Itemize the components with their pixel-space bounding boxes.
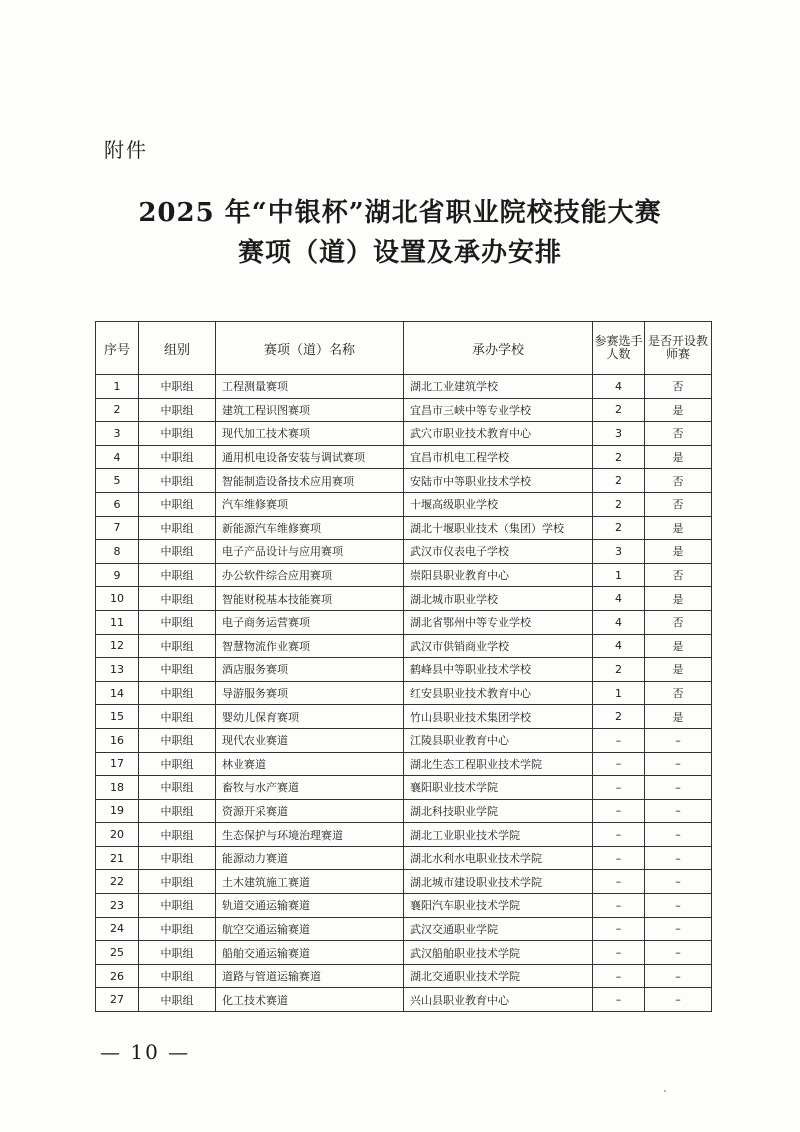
- cell-event: 智慧物流作业赛项: [216, 634, 404, 658]
- cell-event: 生态保护与环境治理赛道: [216, 823, 404, 847]
- cell-index: 2: [96, 398, 139, 422]
- cell-group: 中职组: [139, 964, 216, 988]
- cell-participants: –: [593, 846, 645, 870]
- table-row: [96, 752, 712, 776]
- table-row: [96, 846, 712, 870]
- cell-group: 中职组: [139, 445, 216, 469]
- cell-event: 工程测量赛项: [216, 375, 404, 399]
- cell-group: 中职组: [139, 563, 216, 587]
- cell-school: 红安县职业技术教育中心: [404, 681, 593, 705]
- cell-event: 新能源汽车维修赛项: [216, 516, 404, 540]
- header-teacher: 是否开设教师赛: [645, 322, 712, 375]
- cell-group: 中职组: [139, 988, 216, 1012]
- cell-teacher: –: [645, 752, 712, 776]
- cell-teacher: 是: [645, 445, 712, 469]
- header-index: 序号: [96, 322, 139, 375]
- cell-participants: 1: [593, 563, 645, 587]
- cell-group: 中职组: [139, 634, 216, 658]
- cell-participants: –: [593, 917, 645, 941]
- cell-teacher: 否: [645, 610, 712, 634]
- cell-teacher: 否: [645, 681, 712, 705]
- cell-event: 林业赛道: [216, 752, 404, 776]
- cell-event: 酒店服务赛项: [216, 658, 404, 682]
- table-row: [96, 823, 712, 847]
- cell-index: 24: [96, 917, 139, 941]
- cell-school: 襄阳职业技术学院: [404, 776, 593, 800]
- attachment-label: 附件: [104, 138, 148, 162]
- cell-group: 中职组: [139, 469, 216, 493]
- cell-participants: –: [593, 941, 645, 965]
- cell-group: 中职组: [139, 870, 216, 894]
- cell-event: 现代加工技术赛项: [216, 422, 404, 446]
- cell-teacher: –: [645, 799, 712, 823]
- cell-group: 中职组: [139, 846, 216, 870]
- table-row: [96, 917, 712, 941]
- cell-index: 12: [96, 634, 139, 658]
- cell-teacher: –: [645, 846, 712, 870]
- cell-participants: –: [593, 964, 645, 988]
- cell-group: 中职组: [139, 681, 216, 705]
- cell-event: 汽车维修赛项: [216, 492, 404, 516]
- cell-school: 湖北交通职业技术学院: [404, 964, 593, 988]
- cell-school: 湖北生态工程职业技术学院: [404, 752, 593, 776]
- cell-participants: 2: [593, 705, 645, 729]
- cell-participants: 1: [593, 681, 645, 705]
- cell-teacher: 是: [645, 398, 712, 422]
- cell-index: 23: [96, 894, 139, 918]
- cell-participants: 2: [593, 492, 645, 516]
- table-row: [96, 964, 712, 988]
- cell-index: 14: [96, 681, 139, 705]
- cell-participants: 4: [593, 375, 645, 399]
- cell-index: 13: [96, 658, 139, 682]
- header-group: 组别: [139, 322, 216, 375]
- cell-event: 婴幼儿保育赛项: [216, 705, 404, 729]
- cell-teacher: –: [645, 941, 712, 965]
- cell-event: 船舶交通运输赛道: [216, 941, 404, 965]
- table-row: [96, 988, 712, 1012]
- header-event: 赛项（道）名称: [216, 322, 404, 375]
- table-row: [96, 634, 712, 658]
- cell-participants: 4: [593, 610, 645, 634]
- table-row: [96, 398, 712, 422]
- cell-school: 湖北工业建筑学校: [404, 375, 593, 399]
- cell-school: 湖北工业职业技术学院: [404, 823, 593, 847]
- cell-index: 6: [96, 492, 139, 516]
- cell-index: 17: [96, 752, 139, 776]
- cell-event: 轨道交通运输赛道: [216, 894, 404, 918]
- table-row: [96, 894, 712, 918]
- cell-teacher: 否: [645, 563, 712, 587]
- cell-group: 中职组: [139, 705, 216, 729]
- cell-school: 襄阳汽车职业技术学院: [404, 894, 593, 918]
- table-row: [96, 870, 712, 894]
- cell-participants: –: [593, 988, 645, 1012]
- cell-group: 中职组: [139, 540, 216, 564]
- cell-event: 建筑工程识图赛项: [216, 398, 404, 422]
- cell-teacher: 否: [645, 375, 712, 399]
- cell-school: 宜昌市机电工程学校: [404, 445, 593, 469]
- cell-index: 27: [96, 988, 139, 1012]
- table-row: [96, 469, 712, 493]
- cell-school: 湖北省鄂州中等专业学校: [404, 610, 593, 634]
- cell-group: 中职组: [139, 894, 216, 918]
- cell-teacher: 是: [645, 516, 712, 540]
- cell-index: 18: [96, 776, 139, 800]
- cell-group: 中职组: [139, 398, 216, 422]
- table-row: [96, 492, 712, 516]
- cell-event: 能源动力赛道: [216, 846, 404, 870]
- cell-index: 4: [96, 445, 139, 469]
- cell-index: 16: [96, 728, 139, 752]
- cell-school: 湖北十堰职业技术（集团）学校: [404, 516, 593, 540]
- scan-speck: [664, 1090, 666, 1092]
- cell-school: 湖北水利水电职业技术学院: [404, 846, 593, 870]
- header-participants: 参赛选手人数: [593, 322, 645, 375]
- cell-school: 湖北城市建设职业技术学院: [404, 870, 593, 894]
- cell-event: 智能制造设备技术应用赛项: [216, 469, 404, 493]
- table-row: [96, 776, 712, 800]
- table-row: [96, 516, 712, 540]
- cell-school: 宜昌市三峡中等专业学校: [404, 398, 593, 422]
- event-arrangement-table: [95, 321, 712, 1012]
- cell-teacher: 否: [645, 469, 712, 493]
- cell-school: 湖北科技职业学院: [404, 799, 593, 823]
- cell-participants: 3: [593, 540, 645, 564]
- cell-school: 武穴市职业技术教育中心: [404, 422, 593, 446]
- table-row: [96, 799, 712, 823]
- table-header-row: [96, 322, 712, 375]
- cell-participants: 2: [593, 469, 645, 493]
- cell-teacher: 是: [645, 634, 712, 658]
- cell-teacher: –: [645, 870, 712, 894]
- cell-school: 崇阳县职业教育中心: [404, 563, 593, 587]
- table-row: [96, 705, 712, 729]
- cell-event: 航空交通运输赛道: [216, 917, 404, 941]
- cell-participants: 2: [593, 398, 645, 422]
- cell-event: 畜牧与水产赛道: [216, 776, 404, 800]
- table-row: [96, 658, 712, 682]
- cell-group: 中职组: [139, 587, 216, 611]
- cell-group: 中职组: [139, 658, 216, 682]
- cell-group: 中职组: [139, 422, 216, 446]
- cell-school: 武汉市供销商业学校: [404, 634, 593, 658]
- cell-index: 3: [96, 422, 139, 446]
- cell-index: 8: [96, 540, 139, 564]
- cell-event: 化工技术赛道: [216, 988, 404, 1012]
- cell-participants: –: [593, 752, 645, 776]
- cell-participants: 4: [593, 587, 645, 611]
- cell-index: 22: [96, 870, 139, 894]
- cell-group: 中职组: [139, 917, 216, 941]
- cell-participants: 2: [593, 445, 645, 469]
- table-row: [96, 445, 712, 469]
- cell-school: 兴山县职业教育中心: [404, 988, 593, 1012]
- cell-school: 安陆市中等职业技术学校: [404, 469, 593, 493]
- cell-group: 中职组: [139, 776, 216, 800]
- cell-event: 道路与管道运输赛道: [216, 964, 404, 988]
- cell-participants: –: [593, 894, 645, 918]
- cell-school: 武汉船舶职业技术学院: [404, 941, 593, 965]
- cell-participants: –: [593, 776, 645, 800]
- cell-teacher: –: [645, 988, 712, 1012]
- cell-index: 9: [96, 563, 139, 587]
- table-row: [96, 728, 712, 752]
- cell-teacher: –: [645, 964, 712, 988]
- cell-group: 中职组: [139, 752, 216, 776]
- cell-school: 武汉市仪表电子学校: [404, 540, 593, 564]
- cell-group: 中职组: [139, 516, 216, 540]
- cell-index: 19: [96, 799, 139, 823]
- cell-school: 鹤峰县中等职业技术学校: [404, 658, 593, 682]
- cell-event: 导游服务赛项: [216, 681, 404, 705]
- document-title-line2: 赛项（道）设置及承办安排: [237, 238, 562, 268]
- cell-school: 武汉交通职业学院: [404, 917, 593, 941]
- document-title-line1: 2025 年“中银杯”湖北省职业院校技能大赛: [138, 198, 662, 228]
- cell-participants: 3: [593, 422, 645, 446]
- cell-teacher: –: [645, 917, 712, 941]
- cell-school: 江陵县职业教育中心: [404, 728, 593, 752]
- cell-index: 15: [96, 705, 139, 729]
- cell-teacher: 否: [645, 492, 712, 516]
- cell-teacher: –: [645, 728, 712, 752]
- header-school: 承办学校: [404, 322, 593, 375]
- cell-teacher: 是: [645, 540, 712, 564]
- cell-index: 5: [96, 469, 139, 493]
- table-row: [96, 587, 712, 611]
- cell-group: 中职组: [139, 799, 216, 823]
- table-row: [96, 941, 712, 965]
- cell-group: 中职组: [139, 941, 216, 965]
- cell-event: 通用机电设备安装与调试赛项: [216, 445, 404, 469]
- cell-event: 智能财税基本技能赛项: [216, 587, 404, 611]
- cell-group: 中职组: [139, 610, 216, 634]
- cell-teacher: 是: [645, 587, 712, 611]
- cell-event: 现代农业赛道: [216, 728, 404, 752]
- cell-group: 中职组: [139, 492, 216, 516]
- cell-participants: –: [593, 799, 645, 823]
- cell-group: 中职组: [139, 823, 216, 847]
- table-row: [96, 375, 712, 399]
- cell-event: 电子商务运营赛项: [216, 610, 404, 634]
- cell-participants: –: [593, 728, 645, 752]
- cell-event: 资源开采赛道: [216, 799, 404, 823]
- cell-teacher: 是: [645, 658, 712, 682]
- cell-participants: 2: [593, 516, 645, 540]
- cell-participants: 4: [593, 634, 645, 658]
- cell-index: 26: [96, 964, 139, 988]
- cell-group: 中职组: [139, 728, 216, 752]
- table-row: [96, 681, 712, 705]
- cell-index: 20: [96, 823, 139, 847]
- cell-participants: –: [593, 870, 645, 894]
- table-row: [96, 540, 712, 564]
- cell-school: 十堰高级职业学校: [404, 492, 593, 516]
- cell-event: 电子产品设计与应用赛项: [216, 540, 404, 564]
- cell-school: 湖北城市职业学校: [404, 587, 593, 611]
- cell-teacher: 否: [645, 422, 712, 446]
- cell-index: 11: [96, 610, 139, 634]
- cell-teacher: 是: [645, 705, 712, 729]
- cell-index: 10: [96, 587, 139, 611]
- cell-school: 竹山县职业技术集团学校: [404, 705, 593, 729]
- cell-teacher: –: [645, 776, 712, 800]
- cell-teacher: –: [645, 894, 712, 918]
- table-row: [96, 563, 712, 587]
- cell-index: 21: [96, 846, 139, 870]
- table-row: [96, 610, 712, 634]
- cell-event: 土木建筑施工赛道: [216, 870, 404, 894]
- table-row: [96, 422, 712, 446]
- cell-group: 中职组: [139, 375, 216, 399]
- cell-index: 25: [96, 941, 139, 965]
- cell-participants: –: [593, 823, 645, 847]
- page-number: — 10 —: [100, 1040, 191, 1064]
- cell-index: 1: [96, 375, 139, 399]
- cell-index: 7: [96, 516, 139, 540]
- cell-event: 办公软件综合应用赛项: [216, 563, 404, 587]
- cell-participants: 2: [593, 658, 645, 682]
- cell-teacher: –: [645, 823, 712, 847]
